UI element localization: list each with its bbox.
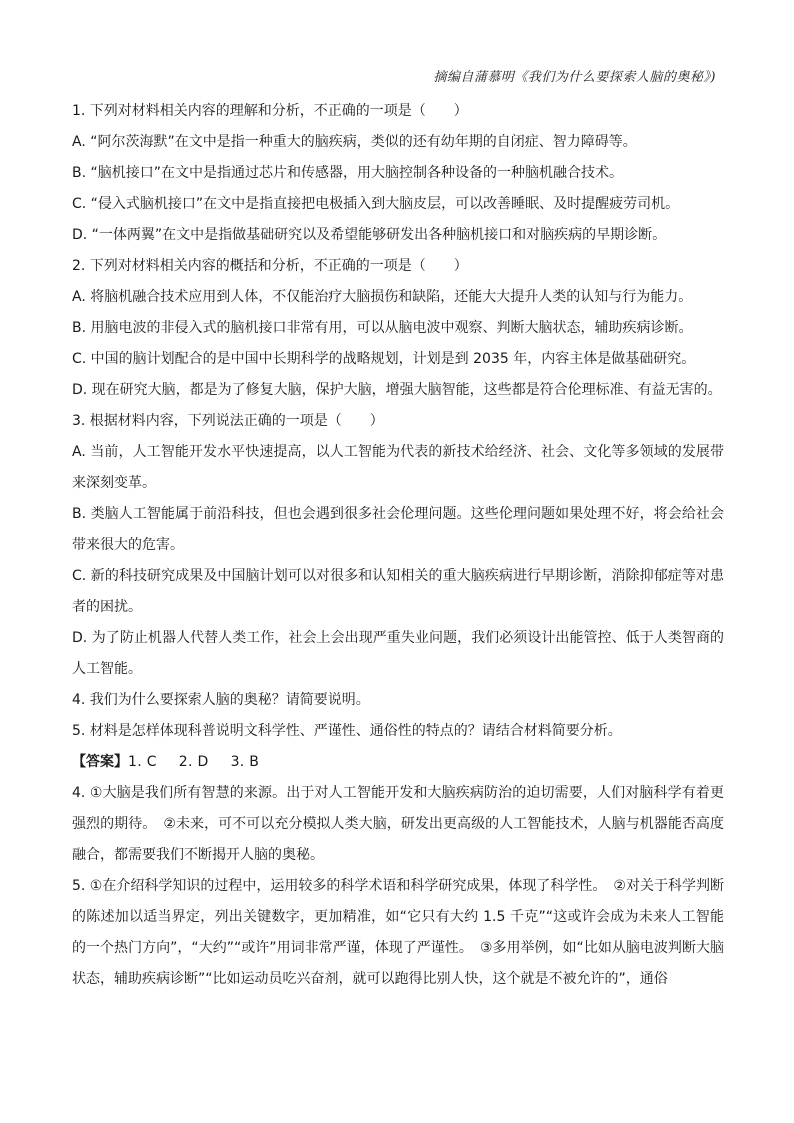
option-a: A. “阿尔茨海默”在文中是指一种重大的脑疾病，类似的还有幼年期的自闭症、智力障碍等。 <box>72 134 637 150</box>
option-b: B. “脑机接口”在文中是指通过芯片和传感器，用大脑控制各种设备的一种脑机融合技术。 <box>72 165 624 181</box>
question-stem: 2. 下列对材料相关内容的概括和分析，不正确的一项是（ ） <box>72 258 468 274</box>
option-b: B. 用脑电波的非侵入式的脑机接口非常有用，可以从脑电波中观察、判断大脑状态，辅助疾病诊断。 <box>72 320 693 336</box>
option-d: D. 为了防止机器人代替人类工作，社会上会出现严重失业问题，我们必须设计出能管控、低于人类智商的人工智能。 <box>72 630 724 677</box>
answer-keys <box>72 747 724 778</box>
question-4 <box>72 685 724 716</box>
answer-q4: 4. ①大脑是我们所有智慧的来源。出于对人工智能开发和大脑疾病防治的迫切需要，人们对脑科学有着更强烈的期待。 ②未来，可不可以充分模拟人类大脑，研发出更高级的人工智能技术，人脑与机器能否高度融合，都需要我们不断揭开人脑的奥秘。 <box>72 785 724 863</box>
question-stem: 1. 下列对材料相关内容的理解和分析，不正确的一项是（ ） <box>72 103 468 119</box>
option-d: D. “一体两翼”在文中是指做基础研究以及希望能够研发出各种脑机接口和对脑疾病的早期诊断。 <box>72 227 667 243</box>
question-stem: 5. 材料是怎样体现科普说明文科学性、严谨性、通俗性的特点的？请结合材料简要分析。 <box>72 723 622 739</box>
answer-tag: 【答案】 <box>72 754 128 770</box>
question-5 <box>72 716 724 747</box>
option-a: A. 当前，人工智能开发水平快速提高，以人工智能为代表的新技术给经济、社会、文化等多领域的发展带来深刻变革。 <box>72 444 724 491</box>
option-d: D. 现在研究大脑，都是为了修复大脑，保护大脑，增强大脑智能，这些都是符合伦理标准、有益无害的。 <box>72 382 722 398</box>
document-body <box>72 96 724 995</box>
answer-item-3: 3. B <box>230 754 260 770</box>
question-stem: 4. 我们为什么要探索人脑的奥秘？请简要说明。 <box>72 692 370 708</box>
answer-item-1: 1. C <box>128 754 157 770</box>
option-c: C. 新的科技研究成果及中国脑计划可以对很多和认知相关的重大脑疾病进行早期诊断，消除抑郁症等对患者的困扰。 <box>72 568 724 615</box>
question-3 <box>72 406 724 685</box>
source-attribution: 摘编自蒲慕明《我们为什么要探索人脑的奥秘》) <box>433 70 716 85</box>
option-c: C. 中国的脑计划配合的是中国中长期科学的战略规划，计划是到 2035 年，内容主体是做基础研究。 <box>72 351 696 367</box>
option-b: B. 类脑人工智能属于前沿科技，但也会遇到很多社会伦理问题。这些伦理问题如果处理不好，将会给社会带来很大的危害。 <box>72 506 724 553</box>
answer-item-2: 2. D <box>178 754 209 770</box>
answer-section <box>72 747 724 995</box>
question-2 <box>72 251 724 406</box>
answer-q5: 5. ①在介绍科学知识的过程中，运用较多的科学术语和科学研究成果，体现了科学性。 ②对关于科学判断的陈述加以适当界定，列出关键数字，更加精准，如“它只有大约 1.5 千克”“这或许会成为未来人工智能的一个热门方向”，“大约”“或许”用词非常严谨，体现了严谨性。 ③多用举例，如“比如从脑电波判断大脑状态，辅助疾病诊断”“比如运动员吃兴奋剂，就可以跑得比别人快，这个就是不被允许的”，通俗 <box>72 878 724 987</box>
question-stem: 3. 根据材料内容，下列说法正确的一项是（ ） <box>72 413 384 429</box>
option-c: C. “侵入式脑机接口”在文中是指直接把电极插入到大脑皮层，可以改善睡眠、及时提醒疲劳司机。 <box>72 196 680 212</box>
question-1 <box>72 96 724 251</box>
option-a: A. 将脑机融合技术应用到人体，不仅能治疗大脑损伤和缺陷，还能大大提升人类的认知与行为能力。 <box>72 289 693 305</box>
